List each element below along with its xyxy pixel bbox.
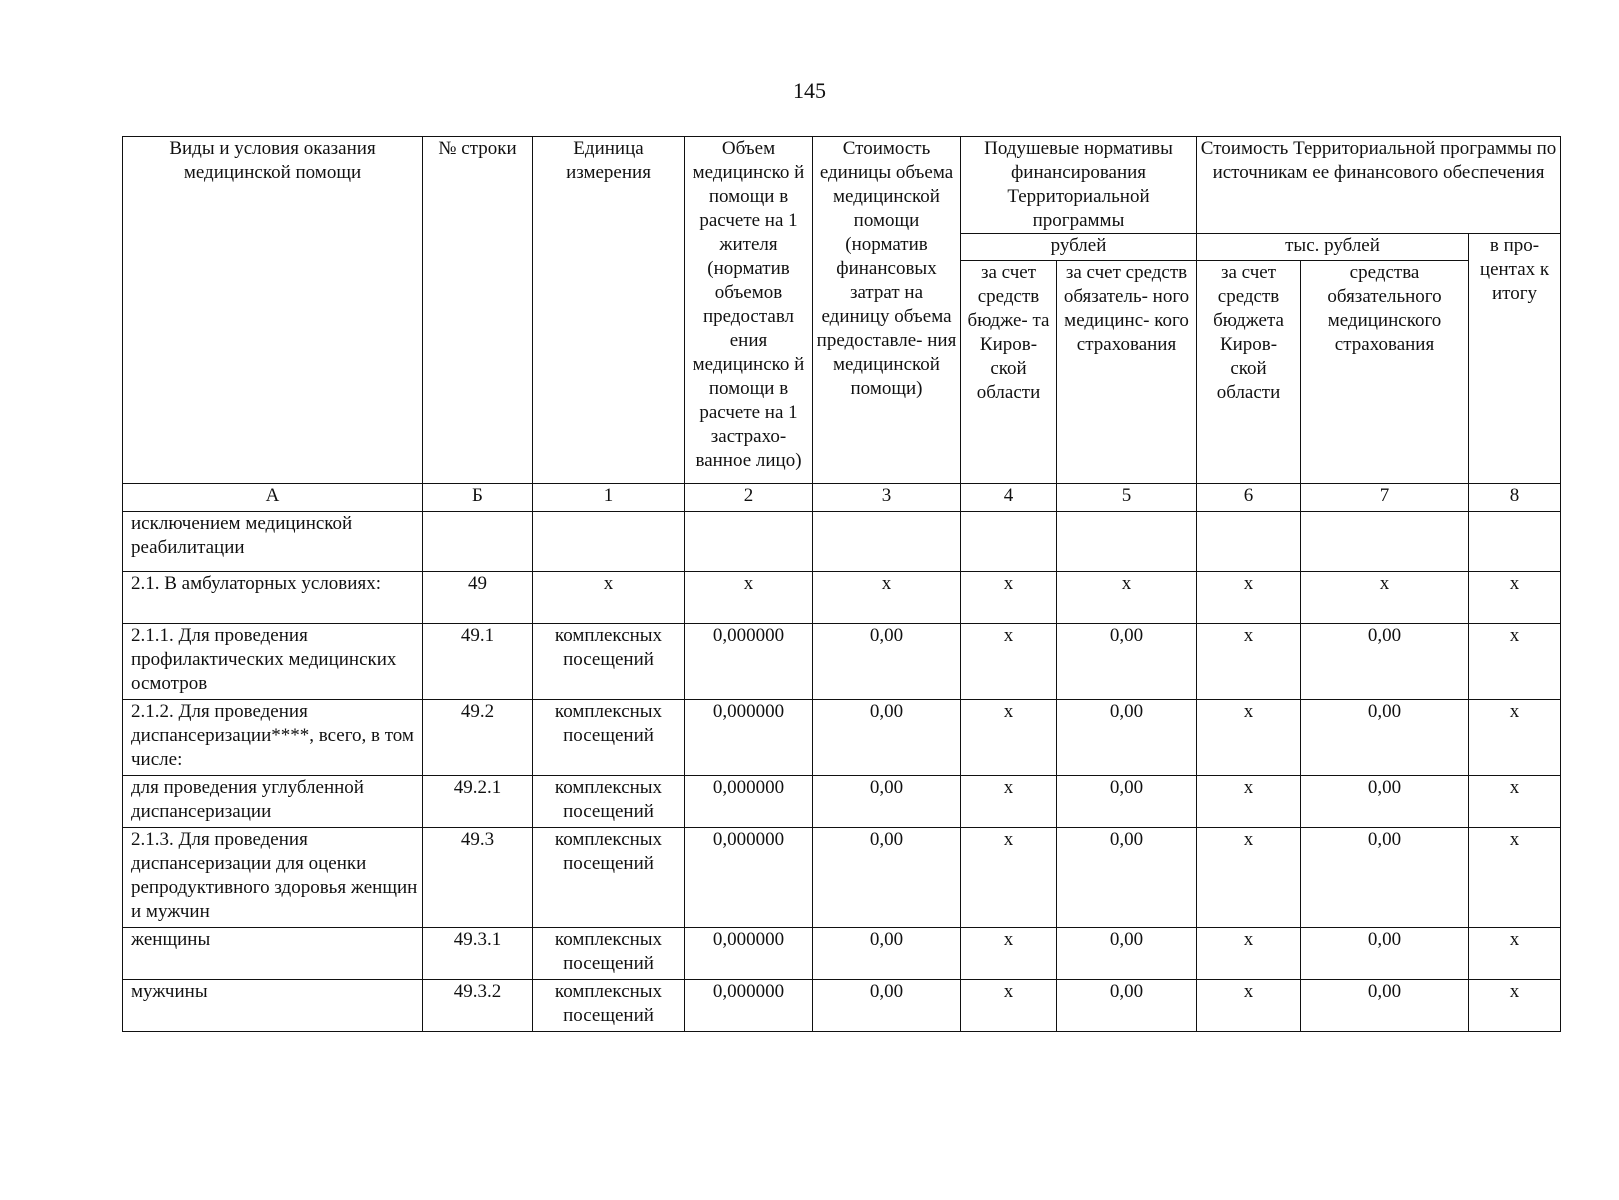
header-row-1	[123, 137, 1561, 234]
row-v5: 0,00	[1057, 980, 1197, 1032]
row-v3: 0,00	[813, 980, 961, 1032]
header-col-7: средства обязательного медицинского страхования	[1301, 261, 1469, 484]
header-col-2: Объем медицинско й помощи в расчете на 1 жителя (норматив объемов предоставл ения медицинско й помощи в расчете на 1 застрахо- ванное лицо)	[685, 137, 813, 484]
table-row	[123, 980, 1561, 1032]
row-v4: х	[961, 980, 1057, 1032]
index-cell: 3	[813, 484, 961, 512]
header-col-6: за счет средств бюджета Киров- ской области	[1197, 261, 1301, 484]
row-unit: комплексных посещений	[533, 980, 685, 1032]
row-v8: х	[1469, 928, 1561, 980]
row-v6: х	[1197, 700, 1301, 776]
row-name: 2.1.2. Для проведения диспансеризации****, всего, в том числе:	[123, 700, 423, 776]
table-row	[123, 828, 1561, 928]
row-name: женщины	[123, 928, 423, 980]
index-cell: 5	[1057, 484, 1197, 512]
row-v4: х	[961, 828, 1057, 928]
row-name: 2.1.1. Для проведения профилактических медицинских осмотров	[123, 624, 423, 700]
row-v7: х	[1301, 572, 1469, 624]
row-v4: х	[961, 928, 1057, 980]
row-v2: 0,000000	[685, 928, 813, 980]
header-col-a: Виды и условия оказания медицинской помощи	[123, 137, 423, 484]
row-v8	[1469, 512, 1561, 572]
row-v2: 0,000000	[685, 776, 813, 828]
row-line: 49.3.1	[423, 928, 533, 980]
row-v2: 0,000000	[685, 624, 813, 700]
header-col-b: № строки	[423, 137, 533, 484]
header-col-8: в про- центах к итогу	[1469, 234, 1561, 484]
index-cell: 6	[1197, 484, 1301, 512]
table-row	[123, 512, 1561, 572]
table-row	[123, 572, 1561, 624]
row-v8: х	[1469, 700, 1561, 776]
row-line: 49.1	[423, 624, 533, 700]
row-unit: комплексных посещений	[533, 624, 685, 700]
row-v6: х	[1197, 572, 1301, 624]
row-unit: комплексных посещений	[533, 776, 685, 828]
row-v7	[1301, 512, 1469, 572]
program-cost-table	[122, 136, 1561, 1032]
row-name: исключением медицинской реабилитации	[123, 512, 423, 572]
row-v2: 0,000000	[685, 700, 813, 776]
row-v3: 0,00	[813, 828, 961, 928]
header-col-3: Стоимость единицы объема медицинской помощи (норматив финансовых затрат на единицу объема предоставле- ния медицинской помощи)	[813, 137, 961, 484]
row-v4	[961, 512, 1057, 572]
header-col-4: за счет средств бюдже- та Киров- ской области	[961, 261, 1057, 484]
row-v6	[1197, 512, 1301, 572]
index-cell: 4	[961, 484, 1057, 512]
row-v7: 0,00	[1301, 624, 1469, 700]
row-v8: х	[1469, 572, 1561, 624]
row-unit: х	[533, 572, 685, 624]
row-v8: х	[1469, 828, 1561, 928]
row-v3	[813, 512, 961, 572]
table-row	[123, 928, 1561, 980]
row-v5: 0,00	[1057, 700, 1197, 776]
table-row	[123, 700, 1561, 776]
index-cell: 2	[685, 484, 813, 512]
row-v8: х	[1469, 980, 1561, 1032]
index-cell: 8	[1469, 484, 1561, 512]
row-v3: 0,00	[813, 700, 961, 776]
header-sub-rubles: рублей	[961, 234, 1197, 261]
row-unit	[533, 512, 685, 572]
row-line: 49.3	[423, 828, 533, 928]
header-sub-thousand-rubles: тыс. рублей	[1197, 234, 1469, 261]
row-v7: 0,00	[1301, 928, 1469, 980]
row-v2: 0,000000	[685, 980, 813, 1032]
header-group-per-capita: Подушевые нормативы финансирования Территориальной программы	[961, 137, 1197, 234]
table-row	[123, 624, 1561, 700]
index-cell: 1	[533, 484, 685, 512]
row-v7: 0,00	[1301, 700, 1469, 776]
row-v8: х	[1469, 776, 1561, 828]
row-v5: х	[1057, 572, 1197, 624]
header-col-5: за счет средств обязатель- ного медицинс- кого страхования	[1057, 261, 1197, 484]
header-col-1: Единица измерения	[533, 137, 685, 484]
table-row	[123, 776, 1561, 828]
row-line: 49.2	[423, 700, 533, 776]
row-v3: 0,00	[813, 776, 961, 828]
page-number: 145	[793, 78, 826, 103]
row-v3: 0,00	[813, 624, 961, 700]
row-v6: х	[1197, 624, 1301, 700]
row-v5: 0,00	[1057, 624, 1197, 700]
row-v8: х	[1469, 624, 1561, 700]
row-unit: комплексных посещений	[533, 928, 685, 980]
index-row	[123, 484, 1561, 512]
row-unit: комплексных посещений	[533, 828, 685, 928]
row-line	[423, 512, 533, 572]
row-line: 49	[423, 572, 533, 624]
row-unit: комплексных посещений	[533, 700, 685, 776]
row-v5: 0,00	[1057, 828, 1197, 928]
row-v5: 0,00	[1057, 928, 1197, 980]
row-v6: х	[1197, 980, 1301, 1032]
row-v5: 0,00	[1057, 776, 1197, 828]
row-v4: х	[961, 700, 1057, 776]
index-cell: А	[123, 484, 423, 512]
header-group-cost: Стоимость Территориальной программы по источникам ее финансового обеспечения	[1197, 137, 1561, 234]
row-v6: х	[1197, 828, 1301, 928]
row-v4: х	[961, 624, 1057, 700]
row-v3: х	[813, 572, 961, 624]
row-v6: х	[1197, 928, 1301, 980]
row-v2	[685, 512, 813, 572]
row-v7: 0,00	[1301, 980, 1469, 1032]
row-v2: 0,000000	[685, 828, 813, 928]
row-v5	[1057, 512, 1197, 572]
row-name: 2.1.3. Для проведения диспансеризации для оценки репродуктивного здоровья женщин и мужчин	[123, 828, 423, 928]
row-v2: х	[685, 572, 813, 624]
row-line: 49.3.2	[423, 980, 533, 1032]
row-name: мужчины	[123, 980, 423, 1032]
row-v3: 0,00	[813, 928, 961, 980]
index-cell: 7	[1301, 484, 1469, 512]
row-line: 49.2.1	[423, 776, 533, 828]
row-v7: 0,00	[1301, 828, 1469, 928]
row-name: 2.1. В амбулаторных условиях:	[123, 572, 423, 624]
row-v4: х	[961, 572, 1057, 624]
row-v4: х	[961, 776, 1057, 828]
index-cell: Б	[423, 484, 533, 512]
row-v6: х	[1197, 776, 1301, 828]
row-v7: 0,00	[1301, 776, 1469, 828]
row-name: для проведения углубленной диспансеризации	[123, 776, 423, 828]
